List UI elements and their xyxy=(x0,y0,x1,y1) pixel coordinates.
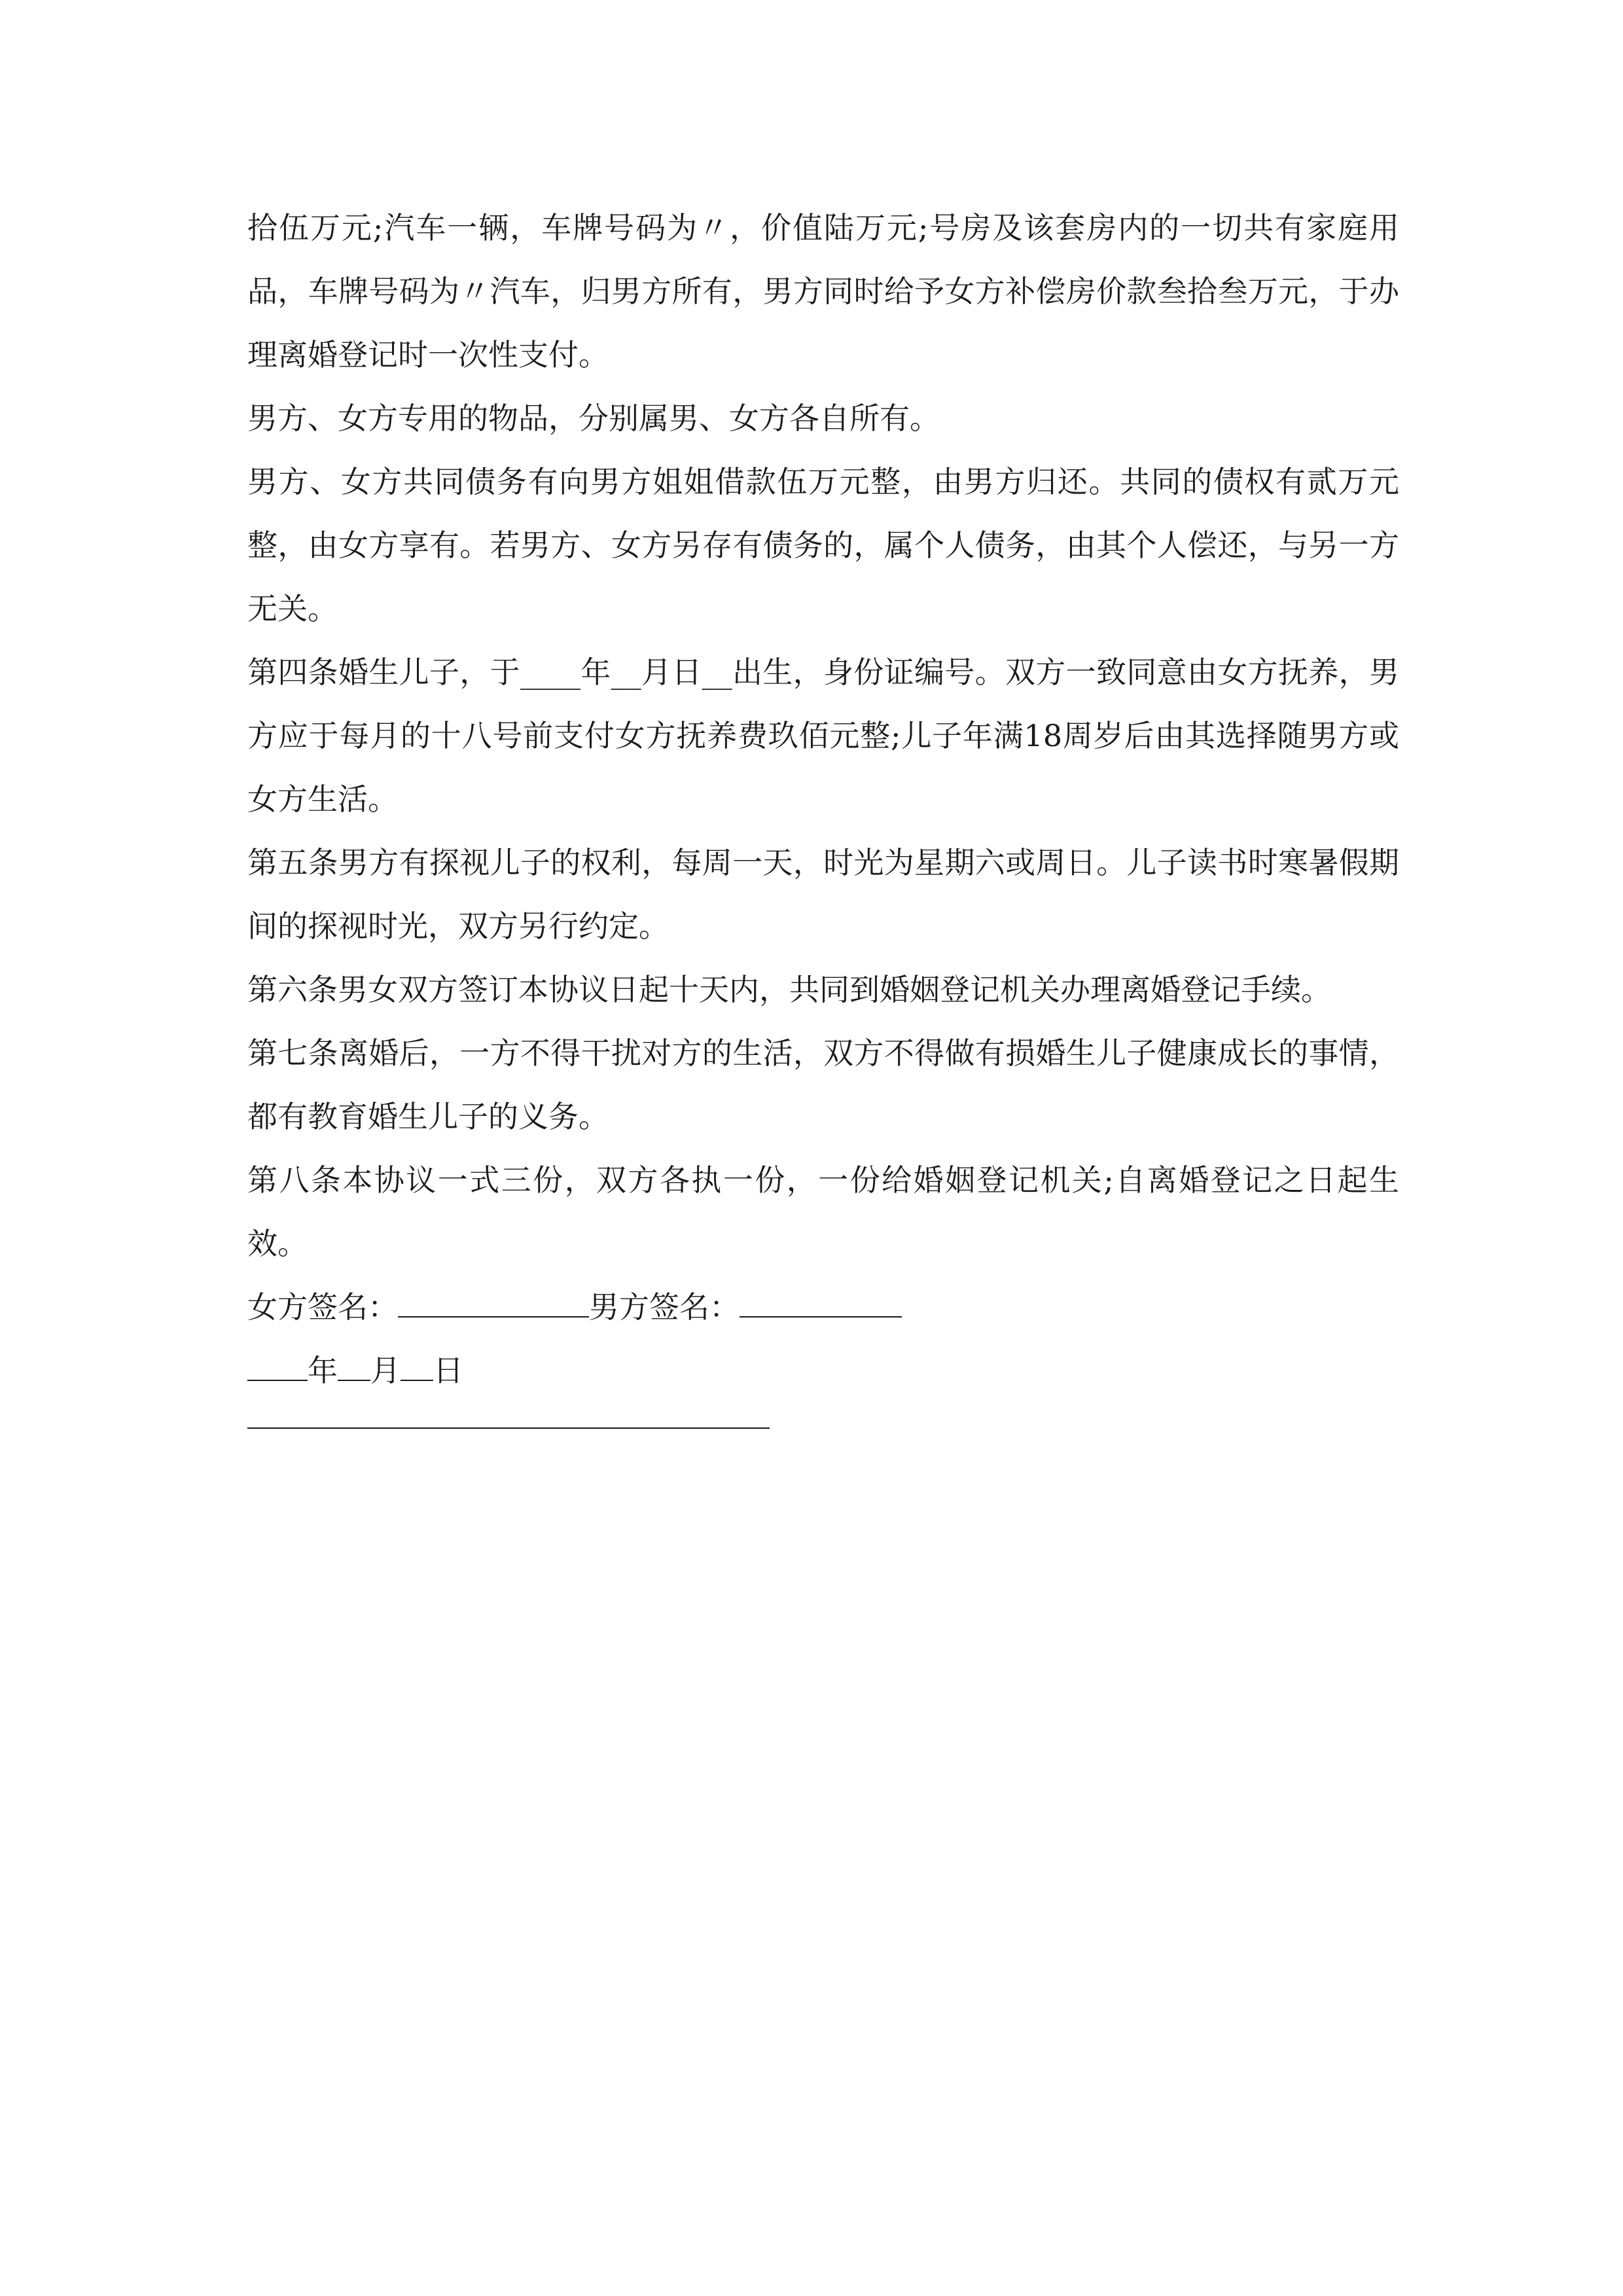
paragraph-personal-items: 男方、女方专用的物品，分别属男、女方各自所有。 xyxy=(247,401,940,436)
paragraph-article-8: 第八条本协议一式三份，双方各执一份，一份给婚姻登记机关;自离婚登记之日起生效。 xyxy=(247,1162,1399,1261)
document-body xyxy=(247,196,1399,1429)
day-label: 日 xyxy=(433,1353,463,1388)
year-blank xyxy=(247,1347,308,1381)
day-blank xyxy=(401,1347,433,1381)
closing-divider-line xyxy=(247,1427,770,1429)
paragraph-debts: 男方、女方共同债务有向男方姐姐借款伍万元整，由男方归还。共同的债权有贰万元整，由女方享有。若男方、女方另存有债务的，属个人债务，由其个人偿还，与另一方无关。 xyxy=(247,464,1399,626)
paragraph-article-4: 第四条婚生儿子，于____年__月日__出生，身份证编号。双方一致同意由女方抚养，男方应于每月的十八号前支付女方抚养费玖佰元整;儿子年满18周岁后由其选择随男方或女方生活。 xyxy=(247,655,1399,817)
month-label: 月 xyxy=(370,1353,401,1388)
male-signature-label: 男方签名： xyxy=(589,1289,740,1325)
month-blank xyxy=(338,1347,370,1381)
male-signature-blank xyxy=(740,1283,902,1318)
date-line xyxy=(247,1339,1399,1403)
paragraph-article-6: 第六条男女双方签订本协议日起十天内，共同到婚姻登记机关办理离婚登记手续。 xyxy=(247,972,1331,1007)
paragraph-article-7: 第七条离婚后，一方不得干扰对方的生活，双方不得做有损婚生儿子健康成长的事情，都有教育婚生儿子的义务。 xyxy=(247,1035,1399,1134)
year-label: 年 xyxy=(308,1353,338,1388)
female-signature-blank xyxy=(398,1283,589,1318)
paragraph-property-division: 拾伍万元;汽车一辆，车牌号码为〃，价值陆万元;号房及该套房内的一切共有家庭用品，车牌号码为〃汽车，归男方所有，男方同时给予女方补偿房价款叁拾叁万元，于办理离婚登记时一次性支付。 xyxy=(247,210,1399,372)
female-signature-label: 女方签名： xyxy=(247,1289,398,1325)
paragraph-article-5: 第五条男方有探视儿子的权利，每周一天，时光为星期六或周日。儿子读书时寒暑假期间的探视时光，双方另行约定。 xyxy=(247,845,1399,944)
signature-line xyxy=(247,1276,1399,1339)
